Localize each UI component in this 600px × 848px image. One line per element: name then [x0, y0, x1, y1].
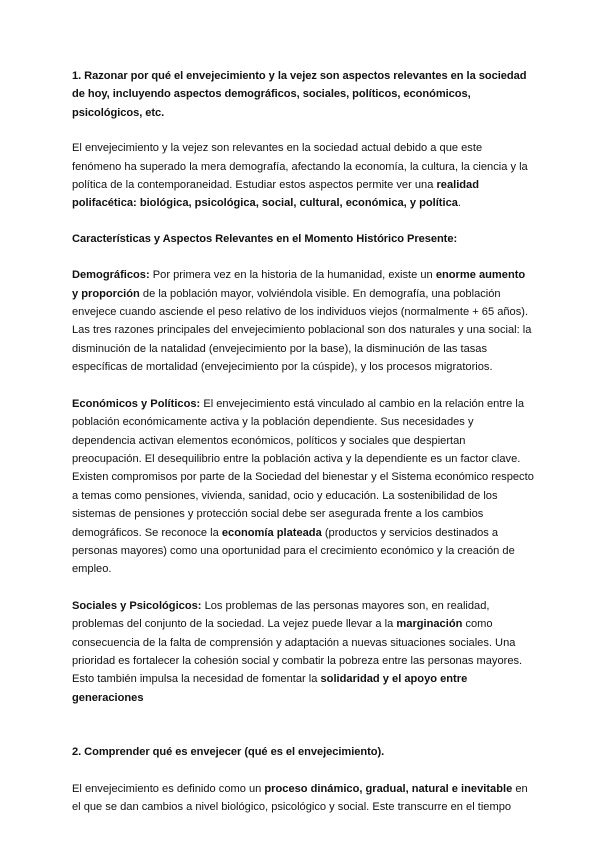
q2-bold: proceso dinámico, gradual, natural e inevitable: [264, 782, 513, 795]
demographic-bold: enorme aumento y proporción: [72, 269, 526, 300]
economic-label: Económicos y Políticos:: [72, 397, 201, 410]
economic-text-c: (productos y servicios destinados a personas mayores) como una oportunidad para el crecimiento económico y la creación de empleo.: [72, 526, 515, 576]
q1-heading: 1. Razonar por qué el envejecimiento y la vejez son aspectos relevantes en la sociedad de hoy, incluyendo aspectos demográficos, sociales, políticos, económicos, psicológicos, etc.: [72, 70, 527, 119]
social-bold-solidaridad: solidaridad y el apoyo entre generaciones: [72, 673, 468, 704]
demographic-text-c: de la población mayor, volviéndola visible. En demografía, una población envejece cuando asciende el peso relativo de los individuos viejos (normalmente + 65 años). Las tres razones principales del envejecimiento poblacional son dos naturales y una social: la disminución de la natalidad (envejecimiento por la base), la disminución de las tasas específicas de mortalidad (envejecimiento por la cúspide), y los procesos migratorios.: [72, 287, 532, 374]
q1-intro-bold: realidad polifacética: biológica, psicológica, social, cultural, económica, y política: [72, 179, 479, 210]
social-paragraph: [72, 597, 534, 707]
q1-intro-end: .: [457, 197, 462, 210]
social-label: Sociales y Psicológicos:: [72, 599, 202, 612]
demographic-text-a: Por primera vez en la historia de la humanidad, existe un: [149, 269, 436, 282]
q1-intro-paragraph: [72, 139, 534, 213]
social-text-c: como consecuencia de la falta de comprensión y adaptación a nuevas situaciones sociales. Una prioridad es fortalecer la cohesión social y combatir la pobreza entre las personas mayores. Esto también impulsa la necesidad de fomentar la: [72, 618, 523, 686]
q1-subheading: Características y Aspectos Relevantes en el Momento Histórico Presente:: [72, 232, 458, 245]
q2-text-a: El envejecimiento es definido como un: [72, 782, 265, 795]
social-bold-marginacion: marginación: [396, 618, 463, 631]
economic-bold: economía plateada: [221, 526, 322, 539]
q1-intro-text: El envejecimiento y la vejez son relevantes en la sociedad actual debido a que este fenómeno ha superado la mera demografía, afectando la economía, la cultura, la ciencia y la política de la contemporaneidad. Estudiar estos aspectos permite ver una: [72, 142, 528, 192]
economic-paragraph: [72, 395, 534, 579]
demographic-paragraph: [72, 266, 534, 376]
q2-paragraph: [72, 780, 534, 817]
demographic-label: Demográficos:: [72, 269, 150, 282]
economic-text-a: El envejecimiento está vinculado al cambio en la relación entre la población económicamente activa y la población dependiente. Sus necesidades y dependencia activan elementos económicos, políticos y sociales que despiertan preocupación. El desequilibrio entre la población activa y la dependiente es un factor clave. Existen compromisos por parte de la Sociedad del bienestar y el Sistema económico respecto a temas como pensiones, vivienda, sanidad, ocio y educación. La sostenibilidad de los sistemas de pensiones y protección social debe ser asegurada frente a los cambios demográficos. Se reconoce la: [72, 397, 534, 539]
q2-heading: 2. Comprender qué es envejecer (qué es el envejecimiento).: [72, 746, 385, 759]
social-text-a: Los problemas de las personas mayores son, en realidad, problemas del conjunto de la sociedad. La vejez puede llevar a la: [72, 599, 490, 631]
q2-text-c: en el que se dan cambios a nivel biológico, psicológico y social. Este transcurre en el tiempo: [72, 782, 528, 813]
